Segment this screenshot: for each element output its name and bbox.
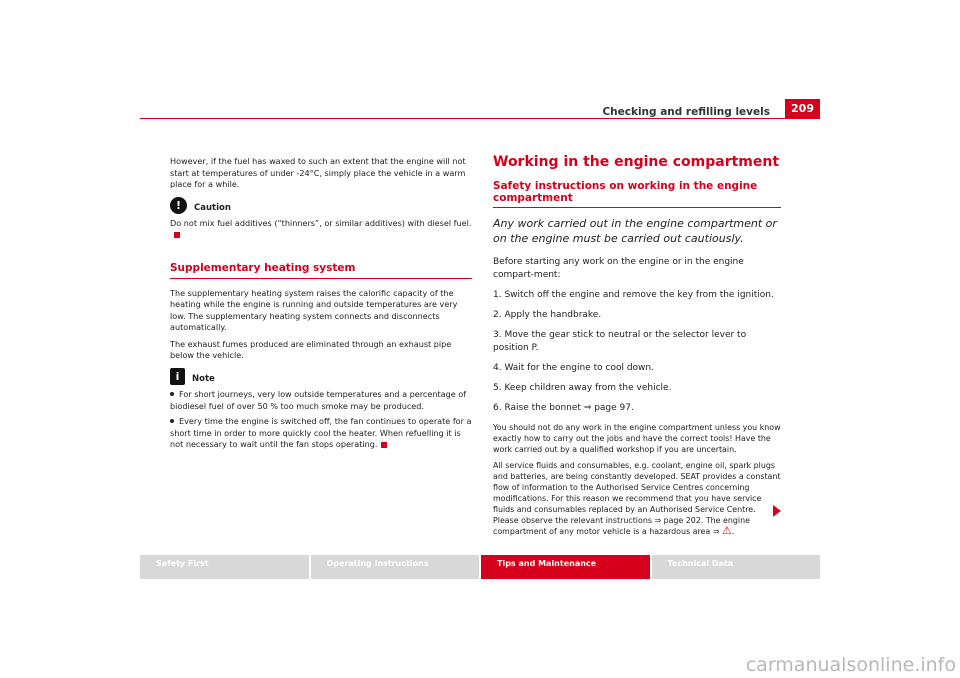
info-icon: i — [170, 368, 185, 385]
caution-icon: ! — [170, 197, 187, 214]
warning-triangle-icon: ⚠ — [721, 524, 732, 537]
tab-tips-and-maintenance[interactable]: Tips and Maintenance — [481, 555, 650, 579]
steps-list — [493, 289, 781, 415]
page-header-title: Checking and refilling levels — [602, 106, 770, 118]
sub-title: Safety instructions on working in the engine compartment — [493, 180, 781, 208]
note-bullet: Every time the engine is switched off, the fan continues to operate for a short time in order to more quickly cool the heater. When refuelling it is not necessary to wait until the fan stops operating. — [170, 416, 472, 449]
bullet-icon — [170, 392, 174, 396]
heating-paragraph-2: The exhaust fumes produced are eliminated through an exhaust pipe below the vehicle. — [170, 338, 452, 360]
footer-tabs — [140, 555, 820, 579]
bullet-icon — [170, 419, 174, 423]
section-end-icon — [381, 442, 387, 448]
tab-safety-first[interactable]: Safety First — [140, 555, 309, 579]
header-divider — [140, 118, 820, 119]
step-item: 6. Raise the bonnet ⇒ page 97. — [493, 403, 634, 413]
section-end-icon — [174, 232, 180, 238]
step-item: 1. Switch off the engine and remove the key from the ignition. — [493, 290, 774, 300]
fuel-wax-paragraph: However, if the fuel has waxed to such an extent that the engine will not start at temperatures of under -24°C, simply place the vehicle in a warm place for a while. — [170, 156, 466, 189]
section-title-heating: Supplementary heating system — [170, 263, 472, 279]
continue-arrow-icon — [773, 505, 781, 517]
caution-text: Do not mix fuel additives (“thinners”, or similar additives) with diesel fuel. — [170, 218, 472, 241]
step-item: 5. Keep children away from the vehicle. — [493, 383, 672, 393]
note-heading — [170, 369, 472, 386]
step-item: 2. Apply the handbrake. — [493, 310, 602, 320]
right-column — [493, 154, 781, 542]
intro-text: Any work carried out in the engine compartment or on the engine must be carried out cautiously. — [493, 217, 777, 245]
tab-technical-data[interactable]: Technical Data — [652, 555, 821, 579]
heating-paragraph-1: The supplementary heating system raises the calorific capacity of the heating while the engine is running and outside temperatures are very low. The supplementary heating system connects and disconnects automatically. — [170, 287, 458, 332]
caution-label: Caution — [194, 202, 231, 213]
left-column — [170, 156, 472, 455]
note-label: Note — [192, 373, 215, 384]
step-item: 4. Wait for the engine to cool down. — [493, 363, 654, 373]
tab-operating-instructions[interactable]: Operating instructions — [311, 555, 480, 579]
main-title: Working in the engine compartment — [493, 154, 780, 170]
warning-paragraph-1: You should not do any work in the engine compartment unless you know exactly how to carry out the jobs and have the correct tools! Have the work carried out by a qualified workshop if you are uncertain. — [493, 423, 781, 454]
caution-heading — [170, 198, 472, 215]
lead-text: Before starting any work on the engine or in the engine compart-ment: — [493, 257, 744, 280]
page-number: 209 — [785, 99, 820, 119]
note-bullet: For short journeys, very low outside temperatures and a percentage of biodiesel fuel of over 50 % too much smoke may be produced. — [170, 389, 467, 411]
warning-paragraph-2: All service fluids and consumables, e.g. coolant, engine oil, spark plugs and batteries, are being constantly developed. SEAT provides a constant flow of information to the Authorised Service Centres concerning modifications. For this reason we recommend that you have service fluids and consumables replaced by an Authorised Service Centre. Please observe the relevant instructions ⇒ page 202. The engine compartment of any motor vehicle is a hazardous area ⇒ ⚠. — [493, 461, 781, 537]
step-item: 3. Move the gear stick to neutral or the selector lever to position P. — [493, 330, 747, 353]
watermark: carmanualsonline.info — [745, 654, 956, 676]
